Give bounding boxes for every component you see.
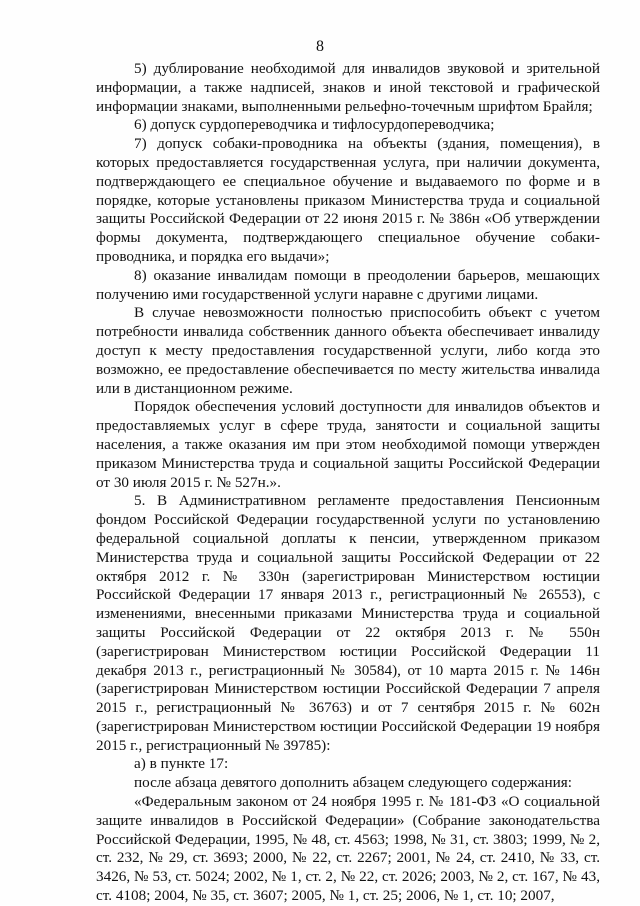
paragraph-clause-5: 5. В Административном регламенте предоставления Пенсионным фондом Российской Федерации государственной услуги по установлению федеральной социальной доплаты к пенсии, утвержденном приказом Министерства труда и социальной защиты Российской Федерации от 22 октября 2012 г. № 330н (зарегистрирован Министерством юстиции Российской Федерации 17 января 2013 г., регистрационный № 26553), с изменениями, внесенными приказами Министерства труда и социальной защиты Российской Федерации от 22 октября 2013 г. № 550н (зарегистрирован Министерством юстиции Российской Федерации 11 декабря 2013 г., регистрационный № 30584), от 10 марта 2015 г. № 146н (зарегистрирован Министерством юстиции Российской Федерации 7 апреля 2015 г., регистрационный № 36763) и от 7 сентября 2015 г. № 602н (зарегистрирован Министерством юстиции Российской Федерации 19 ноября 2015 г., регистрационный № 39785):: [96, 492, 600, 754]
paragraph-amendment-intro: после абзаца девятого дополнить абзацем следующего содержания:: [134, 774, 572, 792]
paragraph-accessibility-order: Порядок обеспечения условий доступности для инвалидов объектов и предоставляемых услуг в сфере труда, занятости и социальной защиты населения, а также оказания им при этом необходимой помощи утвержден приказом Министерства труда и социальной защиты Российской Федерации от 30 июля 2015 г. № 527н.».: [96, 398, 600, 491]
paragraph-item-6: 6) допуск сурдопереводчика и тифлосурдопереводчика;: [134, 116, 495, 134]
page-number: 8: [316, 38, 324, 55]
paragraph-federal-law: «Федеральным законом от 24 ноября 1995 г. № 181-ФЗ «О социальной защите инвалидов в Российской Федерации» (Собрание законодательства Российской Федерации, 1995, № 48, ст. 4563; 1998, № 31, ст. 3803; 1999, № 2, ст. 232, № 29, ст. 3693; 2000, № 22, ст. 2267; 2001, № 24, ст. 2410, № 33, ст. 3426, № 53, ст. 5024; 2002, № 1, ст. 2, № 22, ст. 2026; 2003, № 2, ст. 167, № 43, ст. 4108; 2004, № 35, ст. 3607; 2005, № 1, ст. 25; 2006, № 1, ст. 10; 2007,: [96, 793, 600, 905]
paragraph-subclause-a: а) в пункте 17:: [134, 755, 229, 773]
paragraph-item-7: 7) допуск собаки-проводника на объекты (здания, помещения), в которых предоставляется государственная услуга, при наличии документа, подтверждающего ее специальное обучение и выдаваемого по форме и в порядке, которые установлены приказом Министерства труда и социальной защиты Российской Федерации от 22 июня 2015 г. № 386н «Об утверждении формы документа, подтверждающего специальное обучение собаки-проводника, и порядка его выдачи»;: [96, 135, 600, 265]
paragraph-object-access: В случае невозможности полностью приспособить объект с учетом потребности инвалида собственник данного объекта обеспечивает инвалиду доступ к месту предоставления государственной услуги, либо когда это возможно, ее предоставление обеспечивается по месту жительства инвалида или в дистанционном режиме.: [96, 304, 600, 397]
document-body: [96, 60, 600, 906]
paragraph-item-5: 5) дублирование необходимой для инвалидов звуковой и зрительной информации, а также надписей, знаков и иной текстовой и графической информации знаками, выполненными рельефно-точечным шрифтом Брайля;: [96, 60, 600, 115]
paragraph-item-8: 8) оказание инвалидам помощи в преодолении барьеров, мешающих получению ими государственной услуги наравне с другими лицами.: [96, 266, 600, 303]
